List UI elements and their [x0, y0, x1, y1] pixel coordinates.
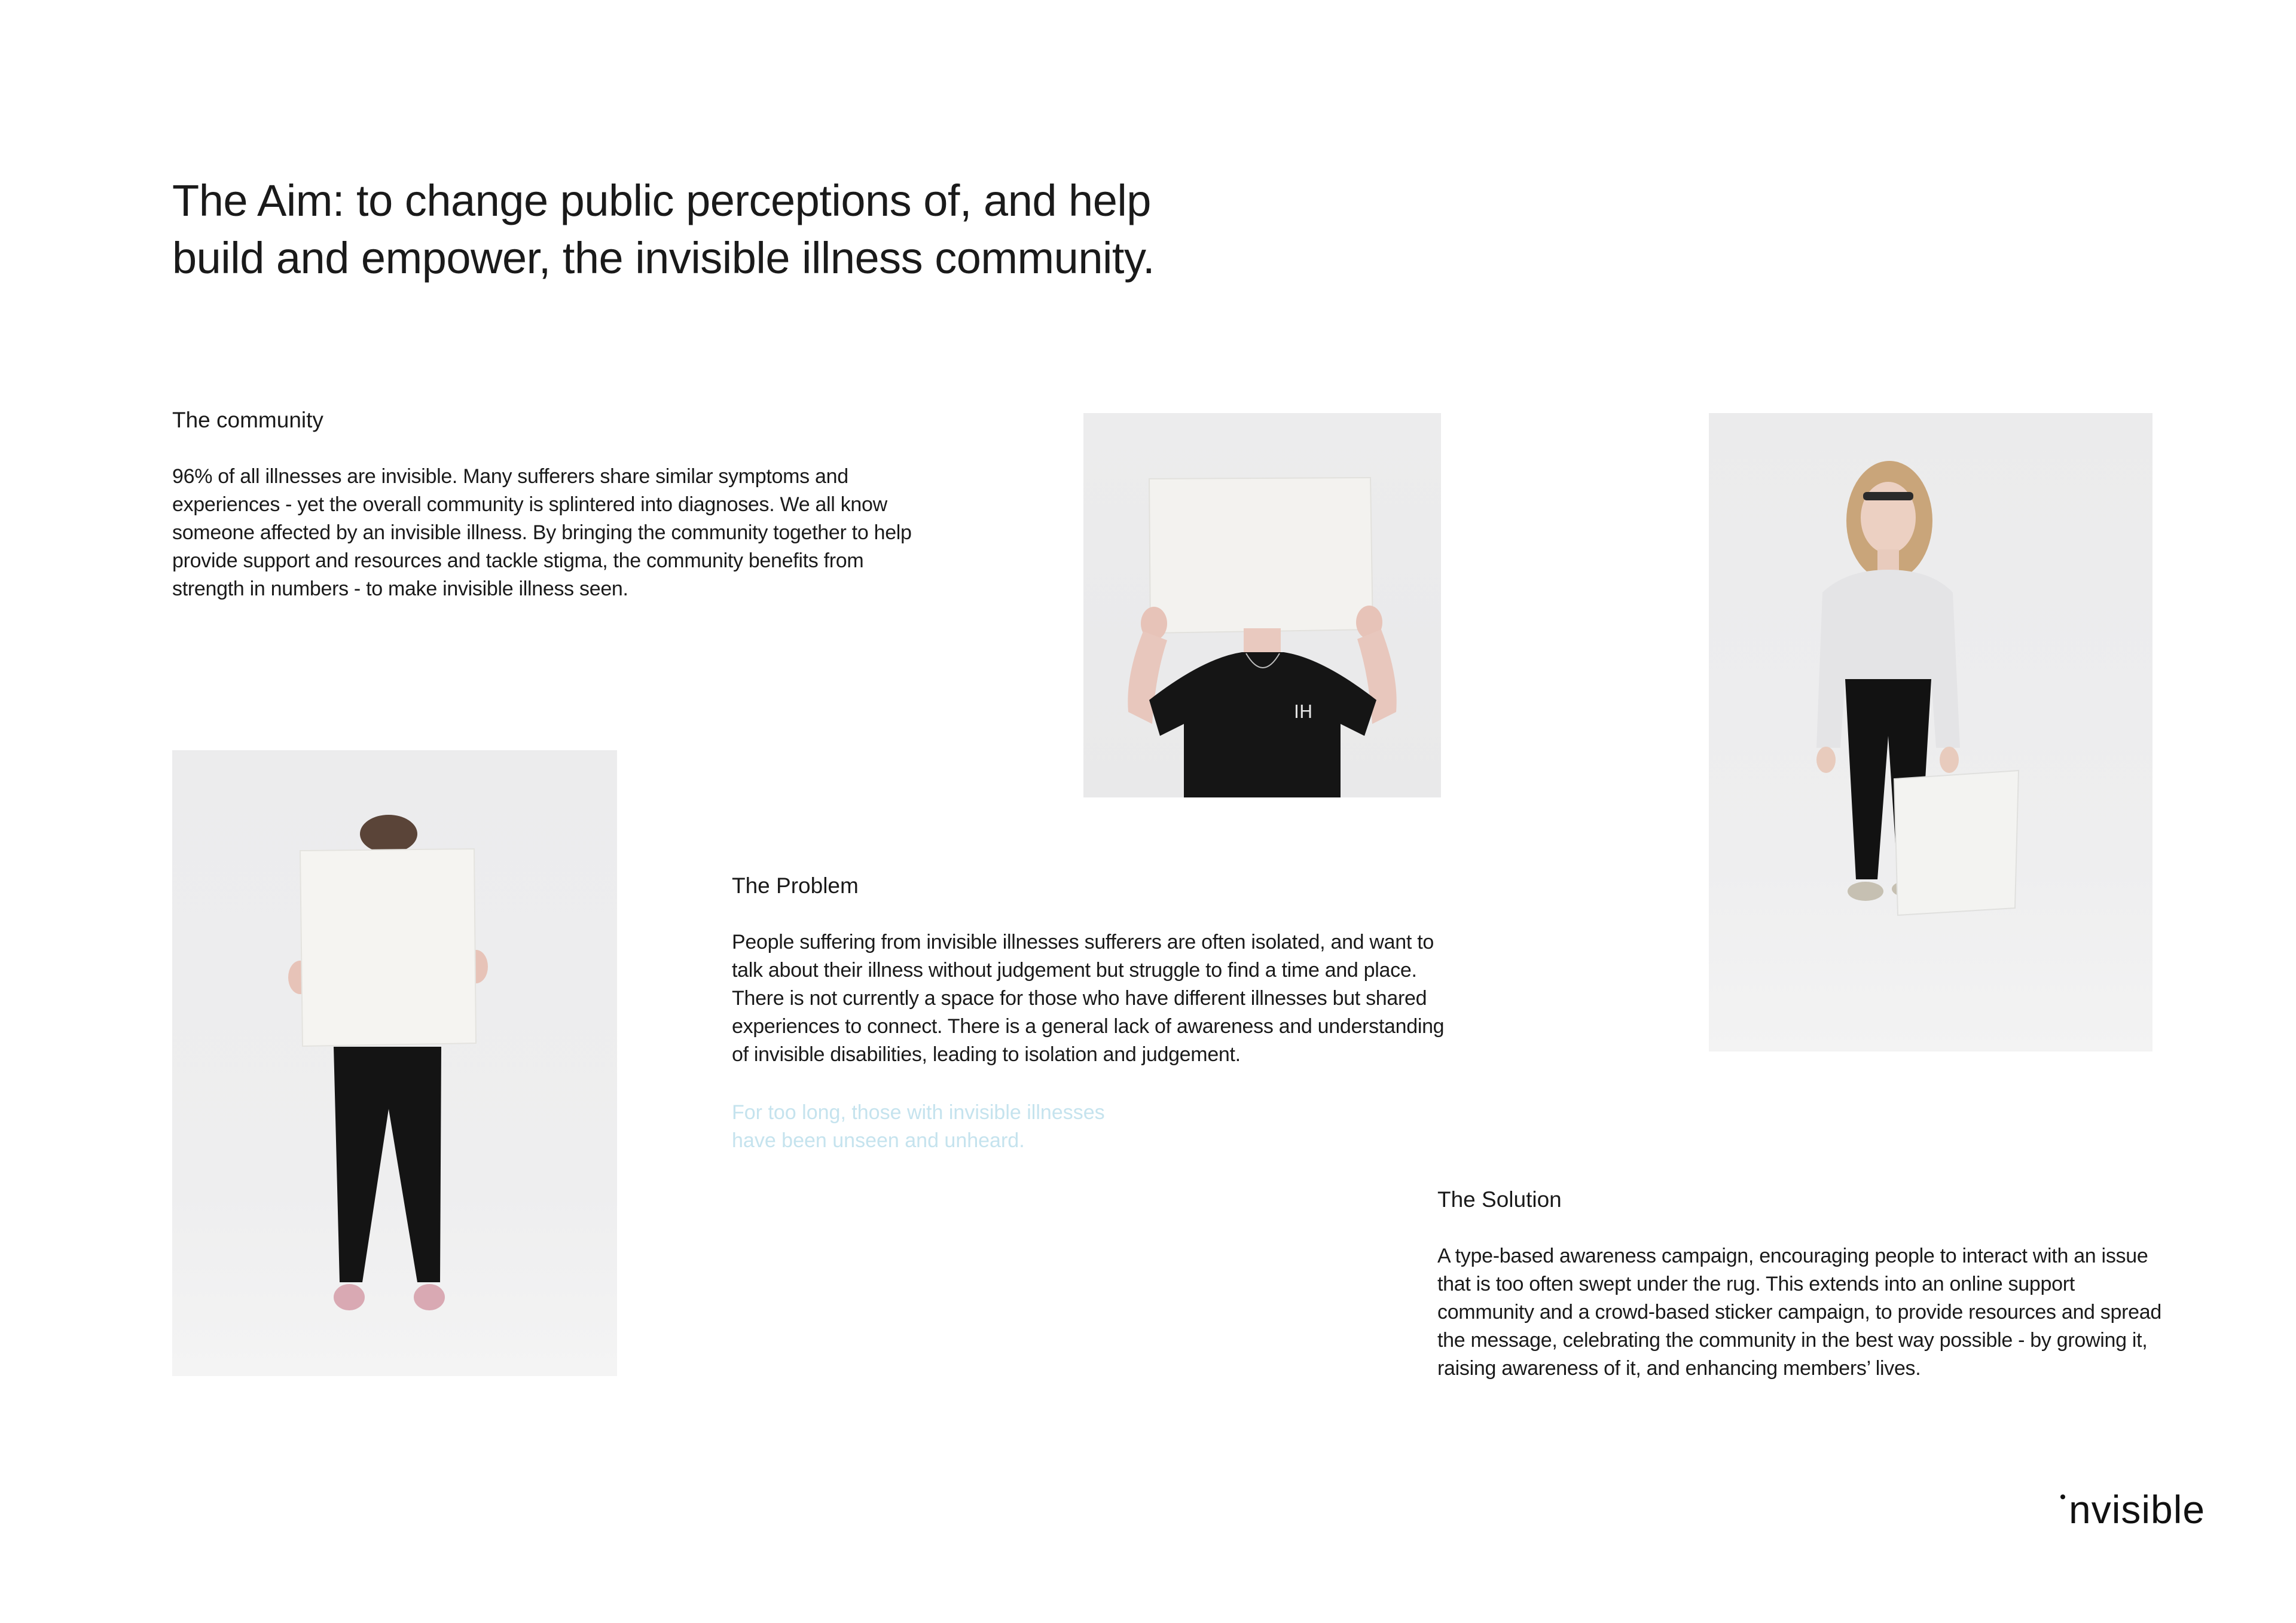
community-section: [172, 406, 914, 603]
invisible-logo: [2057, 1483, 2212, 1536]
svg-text:IH: IH: [1294, 702, 1313, 723]
solution-body: A type-based awareness campaign, encouraging people to interact with an issue that is too often swept under the rug. This extends into an online support community and a crowd-based sticker campaign, to provide resources and spread the message, celebrating the community in the best way possible - by growing it, raising awareness of it, and enhancing members’ lives.: [1437, 1245, 2161, 1380]
problem-body: People suffering from invisible illnesses sufferers are often isolated, and want to talk about their illness without judgement but struggle to find a time and place. There is not currently a space for those who have different illnesses but shared experiences to connect. There is a general lack of awareness and understanding of invisible disabilities, leading to isolation and judgement.: [732, 931, 1445, 1066]
photo-board-face: [172, 750, 617, 1376]
problem-quote-line-1: For too long, those with invisible illnesses: [732, 1101, 1105, 1124]
logo-text: nvisible: [2069, 1487, 2206, 1532]
logo-dot-icon: [2060, 1494, 2065, 1499]
page-headline: [172, 172, 1189, 287]
photo-board-overhead: [1083, 413, 1441, 797]
problem-section: [732, 872, 1449, 1175]
headline-line-1: The Aim: to change public perceptions of, and help: [172, 176, 1151, 225]
solution-section: [1437, 1186, 2167, 1383]
photo-woman-standing: [1709, 413, 2152, 1052]
headline-line-2: build and empower, the invisible illness community.: [172, 233, 1155, 283]
solution-title: The Solution: [1437, 1187, 1562, 1212]
community-title: The community: [172, 408, 323, 432]
problem-quote-line-2: have been unseen and unheard.: [732, 1129, 1025, 1152]
community-body: 96% of all illnesses are invisible. Many sufferers share similar symptoms and experiences - yet the overall community is splintered into diagnoses. We all know someone affected by an invisible illness. By bringing the community together to help provide support and resources and tackle stigma, the community benefits from strength in numbers - to make invisible illness seen.: [172, 465, 912, 600]
problem-quote: [732, 1099, 1449, 1155]
problem-title: The Problem: [732, 873, 859, 898]
